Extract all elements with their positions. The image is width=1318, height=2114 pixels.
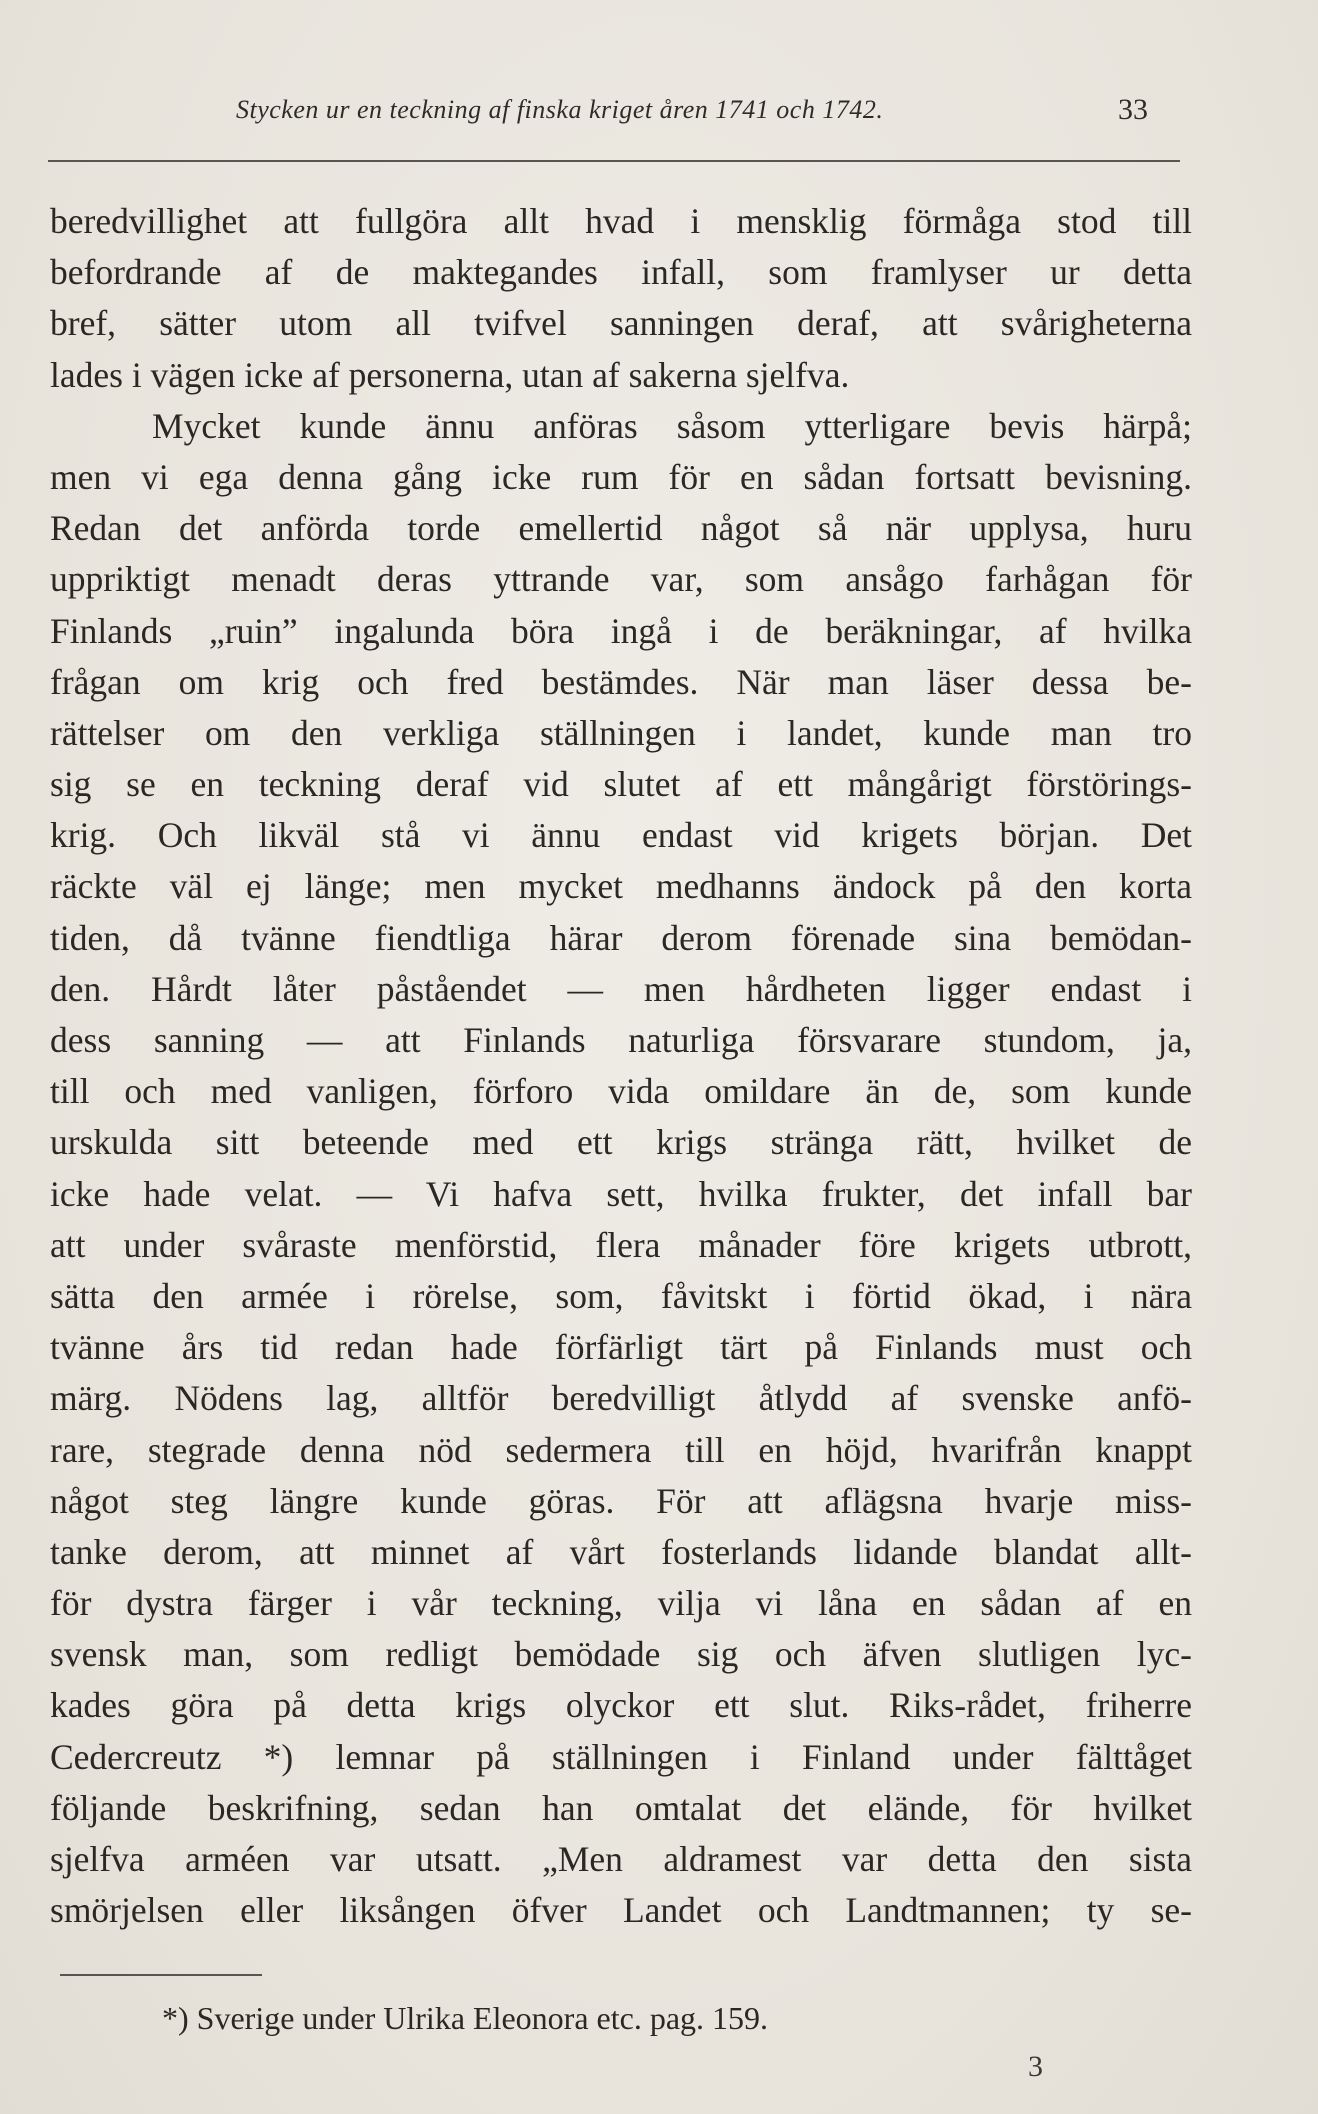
page-number: 33 (1118, 93, 1148, 126)
text-line: sätta den armée i rörelse, som, fåvitskt i förtid ökad, i nära (50, 1275, 1192, 1316)
text-line: Finlands „ruin” ingalunda böra ingå i de beräkningar, af hvilka (50, 610, 1192, 651)
page-header (56, 95, 1148, 135)
running-title: Stycken ur en teckning af finska kriget åren 1741 och 1742. (236, 95, 884, 124)
text-line: tanke derom, att minnet af vårt fosterlands lidande blandat allt- (50, 1531, 1192, 1572)
text-line: beredvillighet att fullgöra allt hvad i mensklig förmåga stod till (50, 201, 1192, 241)
text-line: urskulda sitt beteende med ett krigs stränga rätt, hvilket de (50, 1122, 1192, 1163)
body-text (50, 196, 1192, 1936)
text-line: sig se en teckning deraf vid slutet af ett mångårigt förstörings- (50, 764, 1192, 805)
text-line: sjelfva arméen var utsatt. „Men aldramest var detta den sista (50, 1839, 1192, 1879)
signature-mark: 3 (1028, 2050, 1043, 2083)
text-line: Cedercreutz *) lemnar på ställningen i Finland under fälttåget (50, 1736, 1192, 1777)
header-rule (48, 160, 1180, 162)
text-line: krig. Och likväl stå vi ännu endast vid krigets början. Det (50, 815, 1192, 856)
text-line: Redan det anförda torde emellertid något så när upplysa, huru (50, 508, 1192, 549)
text-line: svensk man, som redligt bemödade sig och äfven slutligen lyc- (50, 1634, 1192, 1675)
text-line: befordrande af de maktegandes infall, som framlyser ur detta (50, 252, 1192, 293)
text-line: för dystra färger i vår teckning, vilja vi låna en sådan af en (50, 1583, 1192, 1624)
text-line: att under svåraste menförstid, flera månader före krigets utbrott, (50, 1224, 1192, 1265)
text-line: rare, stegrade denna nöd sedermera till en höjd, hvarifrån knappt (50, 1429, 1192, 1470)
text-line: lades i vägen icke af personerna, utan af sakerna sjelfva. (50, 354, 850, 395)
footnote-rule (60, 1974, 262, 1976)
text-line: men vi ega denna gång icke rum för en sådan fortsatt bevisning. (50, 456, 1192, 497)
footnote: *) Sverige under Ulrika Eleonora etc. pag. 159. (162, 2000, 769, 2036)
text-line: smörjelsen eller liksången öfver Landet och Landtmannen; ty se- (50, 1890, 1192, 1931)
text-line: icke hade velat. — Vi hafva sett, hvilka frukter, det infall bar (50, 1173, 1192, 1214)
text-line: bref, sätter utom all tvifvel sanningen deraf, att svårigheterna (50, 303, 1192, 344)
text-line: räckte väl ej länge; men mycket medhanns ändock på den korta (50, 866, 1192, 907)
text-line: följande beskrifning, sedan han omtalat det elände, för hvilket (50, 1787, 1192, 1828)
text-line: tiden, då tvänne fiendtliga härar derom förenade sina bemödan- (50, 917, 1192, 958)
text-line: dess sanning — att Finlands naturliga försvarare stundom, ja, (50, 1020, 1192, 1060)
text-line: uppriktigt menadt deras yttrande var, som ansågo farhågan för (50, 559, 1192, 600)
text-line: till och med vanligen, förforo vida omildare än de, som kunde (50, 1071, 1192, 1112)
text-line: något steg längre kunde göras. För att aflägsna hvarje miss- (50, 1480, 1192, 1521)
text-line: kades göra på detta krigs olyckor ett slut. Riks-rådet, friherre (50, 1685, 1192, 1726)
text-line: rättelser om den verkliga ställningen i landet, kunde man tro (50, 712, 1192, 753)
text-line: den. Hårdt låter påståendet — men hårdheten ligger endast i (50, 968, 1192, 1009)
text-line: tvänne års tid redan hade förfärligt tärt på Finlands must och (50, 1327, 1192, 1368)
text-line: frågan om krig och fred bestämdes. När man läser dessa be- (50, 661, 1192, 702)
text-line: Mycket kunde ännu anföras såsom ytterligare bevis härpå; (152, 405, 1192, 446)
text-line: märg. Nödens lag, alltför beredvilligt åtlydd af svenske anfö- (50, 1378, 1192, 1419)
